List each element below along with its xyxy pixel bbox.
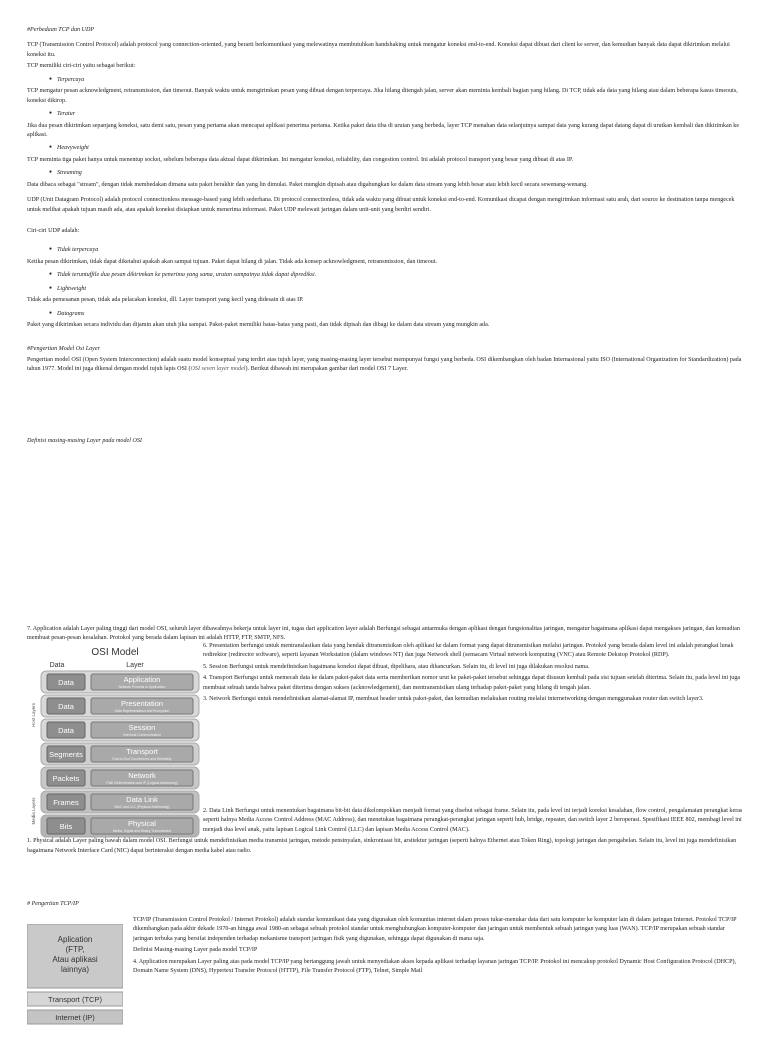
tcpip-transport: Transport (TCP) xyxy=(48,995,102,1004)
osi-layer-sub: MAC and LLC (Physical Addressing) xyxy=(114,805,170,809)
osi-col-layer: Layer xyxy=(126,662,144,669)
list-item: ● Streaming xyxy=(27,169,743,178)
osi-unit-label: Data xyxy=(58,678,74,687)
list-item: ● Tidak terpercaya xyxy=(27,246,743,255)
tcpip-body: TCP/IP (Transmission Control Protokol / Internet Protokol) adalah standar komunikasi data yang digunakan oleh komunitas internet dalam proses tukar-menukar data dari satu komputer ke komputer lain di dalam jaringan Internet. Protokol TCP/IP dikembangkan pada akhir dekade 1970-an hingga awal 1980-an sebagai sebuah protokol standar untuk menghubungkan komputer-komputer dan jaringan untuk membentuk sebuah jaringan yang luas (WAN). TCP/IP merupakan sebuah standar jaringan terbuka yang bersifat independen terhadap mekanisme transport jaringan fisik yang digunakan, sehingga dapat digunakan di mana saja. xyxy=(133,917,737,942)
udp-intro: UDP (Unit Datagram Protocol) adalah protocol connectionless message-based yang lebih sederhana. Di protocol connectionless, tidak ada waktu yang dibuat untuk koneksi end-to-end. Komunikasi dicapai dengan mengirimkan informasi satu arah, dari source ke destination tanpa mengecek untuk melihat apakah tujuan masih ada, atau apakah koneksi disiapkan untuk menerima informasi. Paket UDP melewati jaringan dalam unit-unit yang berdiri sendiri. xyxy=(27,197,735,213)
tcp-traits-list-4 xyxy=(27,169,743,178)
osi-layer-sub: Path Determination and IP (Logical Addressing) xyxy=(106,781,178,785)
tcpip-figure xyxy=(27,924,123,1034)
osi-caption: Definisi masing-masing Layer pada model OSI xyxy=(27,437,142,444)
osi-layers-list xyxy=(203,642,743,707)
heading-tcp-udp: #Perbedaan TCP dan UDP xyxy=(27,27,95,33)
osi-title: OSI Model xyxy=(91,647,139,658)
list-item: ● Teratur xyxy=(27,110,743,119)
osi-layer-label: Application xyxy=(123,675,161,684)
osi-unit-label: Packets xyxy=(52,774,80,783)
tcp-traits-label: TCP memiliki ciri-ciri yaitu sebagai berikut: xyxy=(27,63,136,70)
heading-tcpip: # Pengertian TCP/IP xyxy=(27,901,79,907)
udp-traits-list-2 xyxy=(27,271,743,280)
osi-layer-label: Data Link xyxy=(126,795,158,804)
heading-osi: #Pengertian Model Osi Layer xyxy=(27,345,100,352)
osi-unit-label: Segments xyxy=(49,750,83,759)
osi-layer-sub: Interhost Communication xyxy=(123,733,161,737)
osi-layer-label: Network xyxy=(128,771,156,780)
tcpip-section xyxy=(27,900,743,1022)
list-item: ● Heavyweight xyxy=(27,144,743,153)
list-item: ● Terpercaya xyxy=(27,76,743,85)
tcpip-application: 4. Application merupakan Layer paling atas pada model TCP/IP yang bertanggung jawab untuk menyediakan akses kepada aplikasi terhadap layanan jaringan TCP/IP. Protokol ini mencakup protokol Dynamic Host Configuration Protocol (DHCP), Domain Name System (DNS), Hypertext Transfer Protocol (HTTP), File Transfer Protocol (FTP), Telnet, Simple Mail xyxy=(133,958,737,975)
osi-layer-6: 6. Presentation berfungsi untuk mentranslasikan data yang hendak ditransmisikan oleh aplikasi ke dalam format yang dapat ditransmisikan melalui jaringan. Protokol yang berada dalam level ini adalah perangkat lunak redirektor (redirector software), seperti layanan Workstation (dalam windows NT) dan juga Network shell (semacam Virtual network komputing (VNC) atau Remote Dekstop Protokol (RDP). xyxy=(203,643,734,659)
osi-layer-1: 1. Physical adalah Layer paling bawah dalam model OSI. Berfungsi untuk mendefinisikan media transmisi jaringan, metode pensinyalan, sinkronisasi bit, arsitektur jaringan (seperti halnya Ethernet atau Token Ring), topologi jaringan dan pengabelan. Selain itu, level ini juga mendefinisikan bagaimana Network Interface Card (NIC) dapat berinteraksi dengan media kabel atau radio. xyxy=(27,838,737,854)
tcpip-text xyxy=(133,916,743,979)
osi-layer-3: 3. Network Berfungsi untuk mendefinisikan alamat-alamat IP, membuat header untuk paket-paket, dan kemudian melakukan routing melalui internetworking dengan menggunakan router dan switch layer3. xyxy=(203,696,704,703)
osi-media-layers: Media Layers xyxy=(31,797,36,825)
tcpip-internet: Internet (IP) xyxy=(55,1013,95,1022)
tcpip-app-2: (FTP, xyxy=(65,945,85,954)
osi-application-line: 7. Application adalah Layer paling tinggi dari model OSI, seluruh layer dibawahnya bekerja untuk layer ini, tugas dari application layer adalah Berfungsi sebagai antarmuka dengan aplikasi dengan fungsionalitas jaringan, mengatur bagaimana aplikasi dapat mengakses jaringan, dan kemudian membuat pesan-pesan kesalahan. Protokol yang berada dalam lapisan ini adalah HTTP, FTP, SMTP, NFS. xyxy=(27,626,740,642)
osi-layer-sub: Media, Signal and Binary Transmission xyxy=(112,829,172,833)
osi-section xyxy=(27,625,743,854)
list-item-desc: TCP mengatur pesan acknowledgment, retransmission, dan timeout. Banyak waktu untuk mengirimkan pesan yang dibuat dengan terpercaya. Jika hilang ditengah jalan, server akan meminta kembali bagian yang hilang. Di TCP, tidak ada data yang hilang atau dalam beberapa kasus timeouts, koneksi dikirop. xyxy=(27,88,738,104)
osi-layer-sub: Data Representation and Encryption xyxy=(114,709,170,713)
osi-intro-b: ). Berikut dibawah ini merupakan gambar dari model OSI 7 Layer. xyxy=(245,366,408,373)
udp-traits-list-3 xyxy=(27,285,743,294)
list-item-desc: Ketika pesan dikirimkan, tidak dapat diketahui apakah akan sampai tujuan. Paket dapat hilang di jalan. Tidak ada konsep acknowledgment, retransmission, dan timeout. xyxy=(27,258,438,265)
osi-col-data: Data xyxy=(49,662,65,669)
osi-intro-a: Pengertian model OSI (Open System Interconnection) adalah suatu model konseptual yang terdiri atas tujuh layer, yang masing-masing layer tersebut mempunyai fungsi yang berbeda. OSI dikembangkan oleh badan Internasional yaitu ISO (International Organization for Standardization) pada tahun 1977. Model ini juga dikenal dengan model tujuh lapis OSI ( xyxy=(27,356,742,373)
osi-unit-label: Frames xyxy=(53,798,79,807)
osi-layer-label: Transport xyxy=(126,747,158,756)
osi-layer-5: 5. Session Berfungsi untuk mendefinisikan bagaimana koneksi dapat dibuat, dipelihara, atau dihancurkan. Selain itu, di level ini juga dilakukan resolusi nama. xyxy=(203,663,590,670)
tcpip-diagram xyxy=(27,924,123,1034)
tcp-traits-list-3 xyxy=(27,144,743,153)
list-item: ● Tidak teruntuffile dua pesan dikirimkan ke penerima yang sama, urutan sampainya tidak dapat diprediksi. xyxy=(27,271,743,280)
udp-traits-list-4 xyxy=(27,310,743,319)
osi-unit-label: Data xyxy=(58,702,74,711)
osi-intro-italic: OSI seven layer model xyxy=(190,366,246,373)
list-item-desc: Paket yang dikirimkan secara individu dan dijamin akan utuh jika sampai. Paket-paket memiliki batas-batas yang pasti, dan tidak dipisah dan dibagi ke dalam data stream yang mungkin ada. xyxy=(27,322,490,329)
osi-layer-label: Presentation xyxy=(120,699,164,708)
osi-unit-label: Bits xyxy=(59,822,73,831)
tcpip-def-line: Definisi Masing-masing Layer pada model TCP/IP xyxy=(133,947,258,954)
osi-layer-4: 4. Transport Berfungsi untuk memecah data ke dalam paket-paket data serta memberikan nomor urut ke paket-paket tersebut sehingga dapat disusun kembali pada sisi tujuan setelah diterima. Selain itu, pada level ini juga membuat sebuah tanda bahwa paket diterima dengan sukses (acknowledgement), dan mentransmisikan ulang terhadap paket-paket yang hilang di tengah jalan. xyxy=(203,675,741,691)
tcp-traits-list-2 xyxy=(27,110,743,119)
osi-layers-bottom xyxy=(27,807,743,858)
document-body xyxy=(27,26,743,452)
osi-layer-2: 2. Data Link Berfungsi untuk menentukan bagaimana bit-bit data dikelompokkan menjadi format yang disebut sebagai frame. Selain itu, pada level ini terjadi koreksi kesalahan, flow control, pengalamatan perangkat keras seperti halnya Media Access Control Address (MAC Address), dan menetukan bagaimana perangkat-perangkat jaringan seperti hub, bridge, repeater, dan switch layer 2 beroperasi. Spesifikasi IEEE 802, membagi level ini menjadi dua level anak, yaitu lapisan Logical Link Control (LLC) dan lapisan Media Access Control (MAC). xyxy=(203,808,743,833)
list-item: ● Lightweight xyxy=(27,285,743,294)
osi-layer-sub: End-to-End Connections and Reliability xyxy=(112,757,172,761)
tcp-traits-list xyxy=(27,76,743,85)
osi-layer-sub: Network Process to Application xyxy=(118,685,166,689)
osi-intro xyxy=(27,356,743,375)
osi-layer-label: Session xyxy=(128,723,156,732)
list-item: ● Datagrams xyxy=(27,310,743,319)
tcpip-app-1: Aplication xyxy=(57,935,93,944)
list-item-desc: Jika dua pesan dikirimkan sepanjang koneksi, satu demi satu, pesan yang pertama akan mencapai aplikasi penerima pertama. Ketika paket data tiba di urutan yang berbeda, layer TCP menahan data selanjutnya sampai data yang kurang dapat datang dapat di urutkan kembali dan dikirimkan ke aplikasi. xyxy=(27,122,740,138)
list-item-desc: Tidak ada pemesanan pesan, tidak ada pelacakan koneksi, dll. Layer transport yang kecil yang didesain di atas IP. xyxy=(27,297,304,304)
list-item-desc: Data dibaca sebagai "stream", dengan tidak membedakan dimana satu paket berakhir dan yang lin dimulai. Paket mungkin dipisah atau digabungkan ke dalam data stream yang lebih besar atau lebih kecil secara sewenang-wenang. xyxy=(27,181,588,188)
osi-unit-label: Data xyxy=(58,726,74,735)
tcpip-app-4: lainnya) xyxy=(60,965,90,974)
udp-traits-label: Ciri-ciri UDP adalah: xyxy=(27,228,80,234)
osi-host-layers: Host Layers xyxy=(31,702,36,728)
udp-traits-list xyxy=(27,246,743,255)
osi-layer-label: Physical xyxy=(128,819,156,828)
tcpip-app-3: Atau aplikasi xyxy=(52,955,98,964)
list-item-desc: TCP meminta tiga paket hanya untuk menentup socket, sebelum beberapa data aktual dapat dikirimkan. Ini mengatur koneksi, reliability, dan congestion control. Ini adalah protocol transport yang besar yang dibuat di atas IP. xyxy=(27,156,574,163)
tcp-intro: TCP (Transmission Control Protocol) adalah protocol yang connection-oriented, yang berarti berkomunikasi yang melewatinya membutuhkan handshaking untuk mengatur koneksi end-to-end. Koneksi dapat dibuat dari client ke server, dan kemudian banyak data dapat dikirimkan melalui koneksi itu. xyxy=(27,42,730,58)
